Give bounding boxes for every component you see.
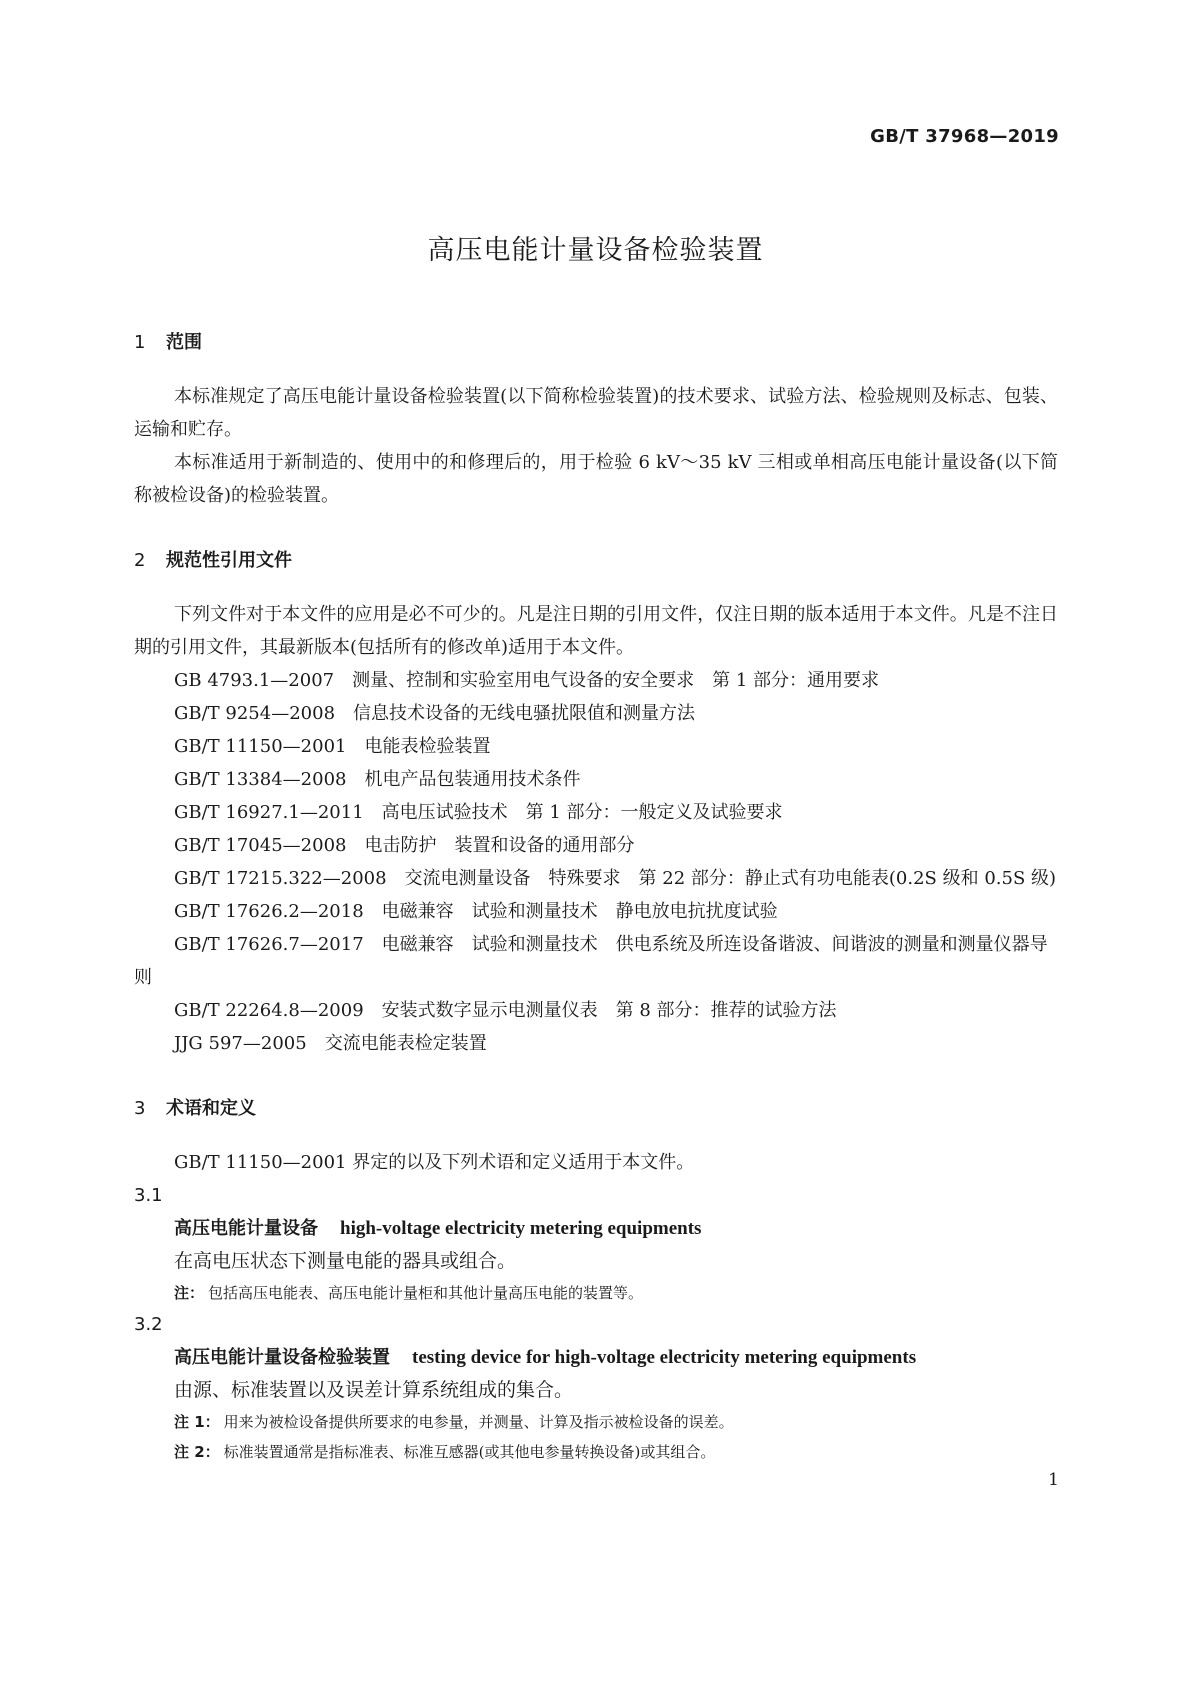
term-definition: 由源、标准装置以及误差计算系统组成的集合。 — [174, 1379, 574, 1401]
note-text: 标准装置通常是指标准表、标准互感器(或其他电参量转换设备)或其组合。 — [223, 1443, 716, 1461]
paragraph: 本标准适用于新制造的、使用中的和修理后的，用于检验 6 kV～35 kV 三相或单相高压电能计量设备(以下简称被检设备)的检验装置。 — [134, 452, 1058, 506]
page-number: 1 — [1048, 1470, 1059, 1490]
reference-code: GB/T 13384—2008 — [174, 769, 347, 790]
reference-code: GB 4793.1—2007 — [174, 670, 335, 691]
reference-code: GB/T 17626.2—2018 — [174, 901, 364, 922]
section-number: 1 — [134, 332, 146, 353]
reference-code: GB/T 9254—2008 — [174, 703, 336, 724]
reference-item — [134, 994, 1058, 1027]
term-note — [134, 1437, 1058, 1467]
note-label: 注： — [174, 1284, 205, 1302]
reference-code: GB/T 17045—2008 — [174, 835, 347, 856]
clause-number: 3.1 — [134, 1185, 163, 1206]
reference-title: 电击防护 装置和设备的通用部分 — [364, 835, 635, 856]
clause-number: 3.2 — [134, 1314, 163, 1335]
reference-title: 交流电能表检定装置 — [324, 1033, 487, 1054]
section-title: 规范性引用文件 — [166, 550, 292, 571]
standard-number: GB/T 37968—2019 — [870, 126, 1059, 147]
reference-item — [134, 730, 1058, 763]
term-note — [134, 1407, 1058, 1437]
section-heading-scope — [134, 330, 1058, 356]
term-en: testing device for high-voltage electricity metering equipments — [412, 1347, 917, 1368]
reference-code: GB/T 17215.322—2008 — [174, 868, 387, 889]
reference-code: GB/T 16927.1—2011 — [174, 802, 364, 823]
term-entry — [134, 1341, 1058, 1374]
note-label: 注 2： — [174, 1443, 220, 1461]
section-number: 3 — [134, 1098, 146, 1119]
reference-item — [134, 763, 1058, 796]
reference-title: 电磁兼容 试验和测量技术 供电系统及所连设备谐波、间谐波的测量和测量仪器导则 — [134, 934, 1048, 988]
reference-item — [134, 1027, 1058, 1060]
section-heading-normative-references — [134, 548, 1058, 574]
reference-code: JJG 597—2005 — [174, 1033, 307, 1054]
paragraph: 下列文件对于本文件的应用是必不可少的。凡是注日期的引用文件，仅注日期的版本适用于本文件。凡是不注日期的引用文件，其最新版本(包括所有的修改单)适用于本文件。 — [134, 604, 1058, 658]
reference-item — [134, 664, 1058, 697]
reference-item — [134, 862, 1058, 895]
term-zh: 高压电能计量设备检验装置 — [174, 1347, 390, 1368]
note-text: 用来为被检设备提供所要求的电参量，并测量、计算及指示被检设备的误差。 — [223, 1413, 734, 1431]
document-title: 高压电能计量设备检验装置 — [427, 235, 764, 266]
reference-code: GB/T 17626.7—2017 — [174, 934, 364, 955]
reference-item — [134, 697, 1058, 730]
reference-title: 测量、控制和实验室用电气设备的安全要求 第 1 部分：通用要求 — [352, 670, 880, 691]
term-entry — [134, 1212, 1058, 1245]
reference-item — [134, 895, 1058, 928]
note-text: 包括高压电能表、高压电能计量柜和其他计量高压电能的装置等。 — [208, 1284, 644, 1302]
reference-title: 电能表检验装置 — [364, 736, 491, 757]
paragraph: GB/T 11150—2001 界定的以及下列术语和定义适用于本文件。 — [174, 1152, 695, 1173]
term-en: high-voltage electricity metering equipments — [340, 1218, 702, 1239]
term-zh: 高压电能计量设备 — [174, 1218, 318, 1239]
term-note — [134, 1278, 1058, 1308]
reference-item — [134, 829, 1058, 862]
reference-code: GB/T 22264.8—2009 — [174, 1000, 364, 1021]
term-definition: 在高电压状态下测量电能的器具或组合。 — [174, 1250, 517, 1272]
reference-code: GB/T 11150—2001 — [174, 736, 347, 757]
reference-title: 机电产品包装通用技术条件 — [364, 769, 581, 790]
reference-title: 电磁兼容 试验和测量技术 静电放电抗扰度试验 — [381, 901, 778, 922]
paragraph: 本标准规定了高压电能计量设备检验装置(以下简称检验装置)的技术要求、试验方法、检验规则及标志、包装、运输和贮存。 — [134, 386, 1058, 440]
note-label: 注 1： — [174, 1413, 220, 1431]
reference-title: 信息技术设备的无线电骚扰限值和测量方法 — [353, 703, 696, 724]
section-number: 2 — [134, 550, 146, 571]
reference-item — [134, 928, 1058, 994]
section-title: 术语和定义 — [166, 1098, 256, 1119]
reference-title: 高电压试验技术 第 1 部分：一般定义及试验要求 — [381, 802, 783, 823]
reference-title: 安装式数字显示电测量仪表 第 8 部分：推荐的试验方法 — [381, 1000, 837, 1021]
reference-item — [134, 796, 1058, 829]
document-body — [134, 330, 1058, 1467]
section-title: 范围 — [166, 332, 202, 353]
section-heading-terms-definitions — [134, 1096, 1058, 1122]
reference-title: 交流电测量设备 特殊要求 第 22 部分：静止式有功电能表(0.2S 级和 0.5S 级) — [404, 868, 1057, 889]
